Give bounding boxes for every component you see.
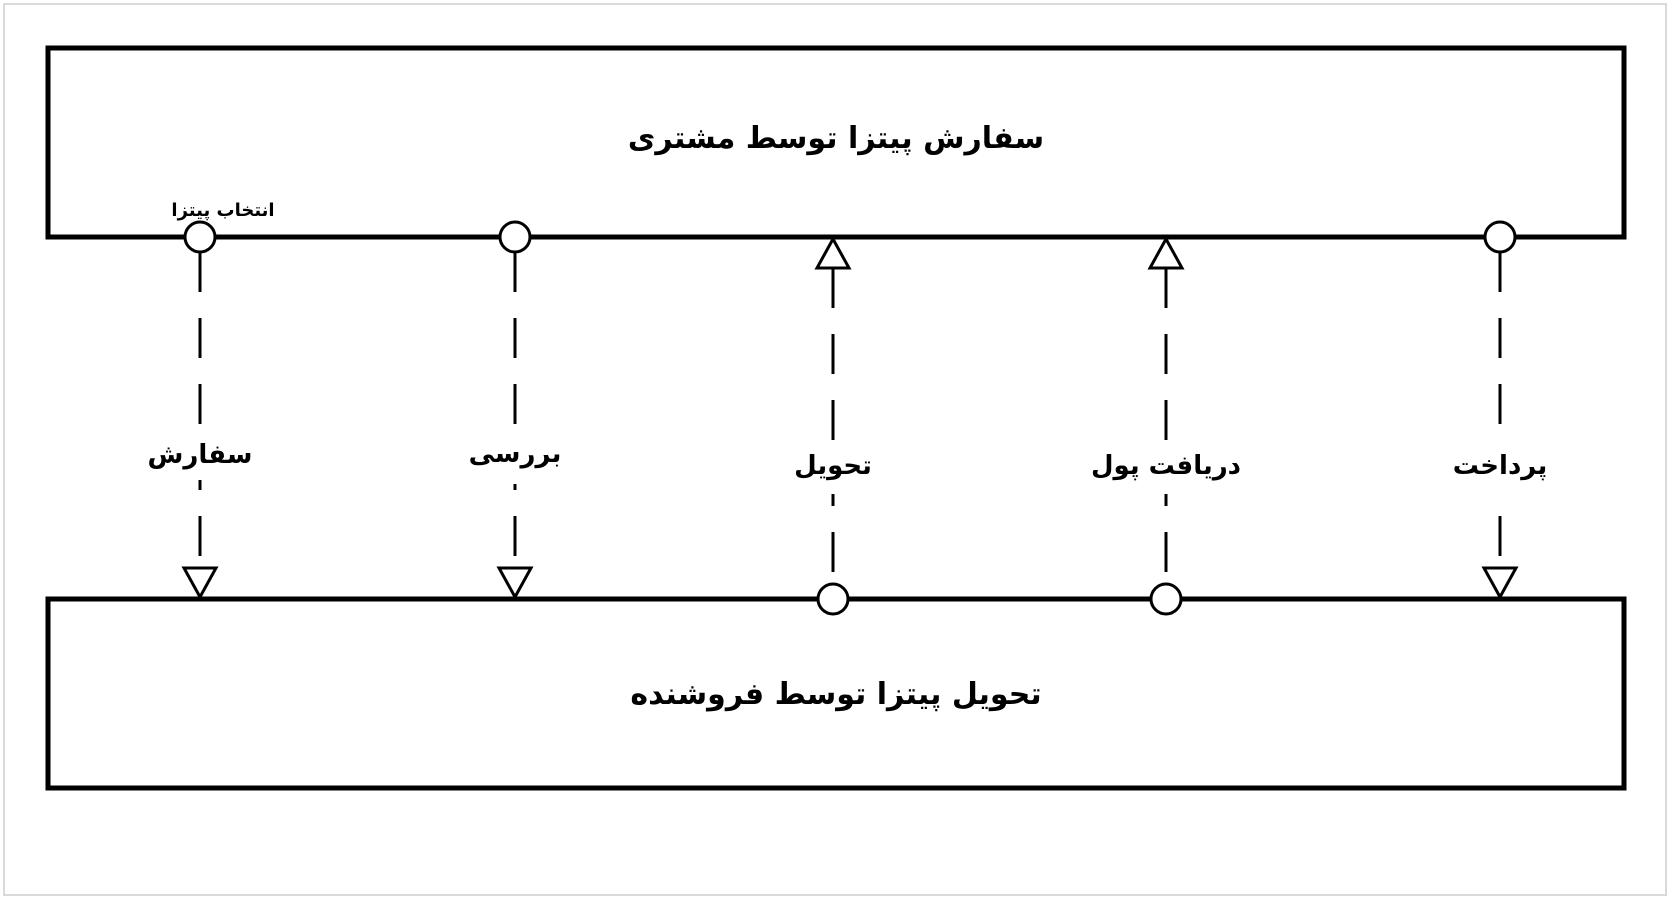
flow-deliver-start-circle: [818, 584, 848, 614]
flow-receive: [1076, 239, 1256, 614]
flow-deliver: [778, 239, 888, 614]
flow-order-label: سفارش: [147, 440, 253, 470]
flow-review-start-circle: [500, 222, 530, 252]
flow-receive-arrowhead: [1150, 239, 1182, 268]
flow-review-label: بررسی: [468, 439, 562, 469]
port-select-label: انتخاب پیتزا: [171, 200, 275, 221]
flow-deliver-arrowhead: [817, 239, 849, 268]
flow-order: [130, 222, 270, 597]
flow-pay-start-circle: [1485, 222, 1515, 252]
flow-review: [460, 222, 570, 597]
top-component-label: سفارش پیتزا توسط مشتری: [627, 121, 1045, 156]
flow-receive-label: دریافت پول: [1090, 451, 1242, 481]
flow-review-arrowhead: [499, 568, 531, 597]
bottom-component-label: تحویل پیتزا توسط فروشنده: [630, 677, 1042, 712]
flow-pay-arrowhead: [1484, 568, 1516, 597]
flow-order-start-circle: [185, 222, 215, 252]
flow-order-arrowhead: [184, 568, 216, 597]
flow-pay-label: پرداخت: [1452, 451, 1548, 481]
flow-receive-start-circle: [1151, 584, 1181, 614]
flow-deliver-label: تحویل: [794, 451, 872, 481]
flow-pay: [1440, 222, 1560, 597]
